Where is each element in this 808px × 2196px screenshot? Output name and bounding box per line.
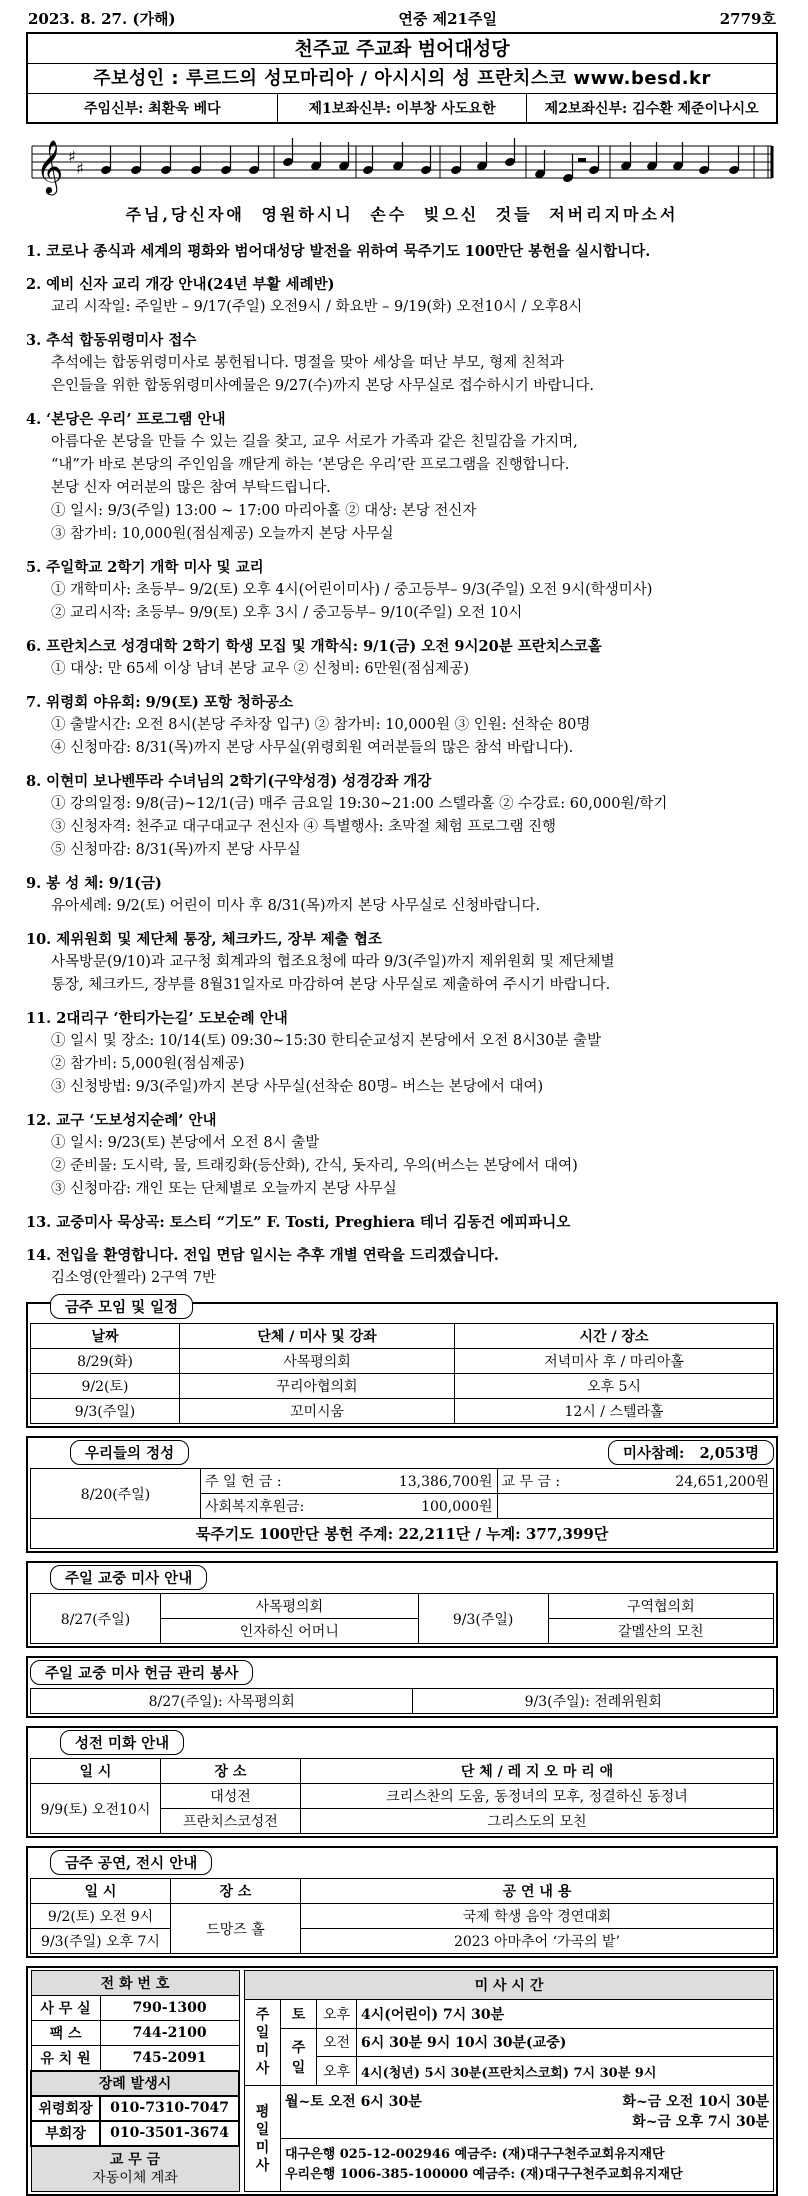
cell: 미사: [255, 2043, 270, 2078]
notice-item: [26, 408, 778, 546]
cell: 010-3501-3674: [100, 2121, 239, 2146]
notice-line: ③ 신청방법: 9/3(주일)까지 본당 사무실(선착순 80명– 버스는 본당에서 대여): [51, 1079, 544, 1095]
cell: 사 무 실: [31, 1996, 100, 2021]
cell: 구역협의회: [548, 1594, 773, 1619]
notice-line: ④ 신청마감: 8/31(목)까지 본당 사무실(위령회원 여러분들의 많은 참석 바랍니다).: [51, 740, 574, 756]
notice-line: 본당 신자 여러분의 많은 참여 부탁드립니다.: [51, 480, 331, 496]
cell: 미사: [255, 2139, 270, 2174]
notice-item: [26, 240, 778, 263]
cell: 드망즈 홀: [171, 1904, 301, 1954]
concert-section: [26, 1846, 778, 1958]
altar-section: [26, 1726, 778, 1838]
pastor: 주임신부: 최환욱 베다: [28, 94, 278, 122]
meetings-title: 금주 모임 및 일정: [50, 1294, 193, 1319]
mass-attendance-value: 2,053명: [699, 1445, 759, 1462]
cell: 790-1300: [100, 1996, 239, 2021]
cell: 사목평의회: [180, 1349, 455, 1374]
notice-item: [26, 1244, 778, 1290]
obligation-label: 교 무 금 :: [497, 1469, 617, 1494]
intentions-section: [26, 1561, 778, 1648]
parish-name: 천주교 주교좌 범어대성당: [28, 34, 776, 64]
cell: 국제 학생 음악 경연대회: [301, 1904, 774, 1929]
bank-title: 교 무 금: [109, 2151, 161, 2168]
notice-line: ① 일시 및 장소: 10/14(토) 09:30~15:30 한티순교성지 본당에서 오전 8시30분 출발: [51, 1033, 602, 1049]
bank-account: 대구은행 025-12-002946 예금주: (재)대구구천주교회유지재단: [285, 2147, 665, 2162]
cell: 저녁미사 후 / 마리아홀: [455, 1349, 774, 1374]
cell: 유 치 원: [31, 2046, 100, 2071]
week: 연중 제21주일: [398, 9, 497, 28]
notice-heading: 4. ‘본당은 우리’ 프로그램 안내: [26, 411, 226, 428]
notice-line: ③ 참가비: 10,000원(점심제공) 오늘까지 본당 사무실: [51, 526, 394, 542]
notice-line: ① 개학미사: 초등부– 9/2(토) 오후 4시(어린이미사) / 중고등부– 9/3(주일) 오전 9시(학생미사): [51, 582, 653, 598]
notice-heading: 12. 교구 ‘도보성지순례’ 안내: [26, 1112, 217, 1129]
notice-line: ① 일시: 9/3(주일) 13:00 ~ 17:00 마리아홀 ② 대상: 본당 전신자: [51, 503, 477, 519]
cell: 8/29(화): [31, 1349, 180, 1374]
header: [26, 6, 778, 30]
meetings-section: [26, 1299, 778, 1428]
offering-date: 8/20(주일): [31, 1469, 201, 1519]
notice-line: ③ 신청자격: 천주교 대구대교구 전신자 ④ 특별행사: 초막절 체험 프로그램 진행: [51, 819, 557, 835]
cell: 9/3(주일): [418, 1594, 548, 1644]
rosary-count: 묵주기도 100만단 봉헌 주계: 22,211단 / 누계: 377,399단: [31, 1519, 774, 1549]
svg-text:♯: ♯: [76, 159, 84, 178]
notice-heading: 8. 이현미 보나벤뚜라 수녀님의 2학기(구약성경) 성경강좌 개강: [26, 773, 432, 790]
notice-line: 통장, 체크카드, 장부를 8월31일자로 마감하여 본당 사무실로 제출하여 주시기 바랍니다.: [51, 977, 611, 993]
cell: 2023 아마추어 ‘가곡의 밭’: [301, 1929, 774, 1954]
notice-line: ① 강의일정: 9/8(금)~12/1(금) 매주 금요일 19:30~21:00 스텔라홀 ② 수강료: 60,000원/학기: [51, 796, 668, 812]
col-group: 단체 / 미사 및 강좌: [180, 1324, 455, 1349]
svg-text:♯: ♯: [68, 147, 76, 166]
issue-number: 2779호: [719, 9, 776, 28]
cell: 프란치스코성전: [161, 1809, 301, 1834]
notice-item: [26, 1109, 778, 1201]
table-row: [31, 1399, 774, 1424]
funeral-title: 장례 발생시: [31, 2071, 239, 2096]
cell: 일 시: [31, 1879, 171, 1904]
treble-clef-icon: 𝄞: [36, 139, 64, 193]
cell: 월~토 오전 6시 30분: [285, 2094, 422, 2111]
title-box: [26, 32, 778, 124]
table-row: [31, 1374, 774, 1399]
cell: 평일: [255, 2103, 270, 2138]
notice-line: ② 준비물: 도시락, 물, 트래킹화(등산화), 간식, 돗자리, 우의(버스는 본당에서 대여): [51, 1158, 578, 1174]
cell: 대성전: [161, 1784, 301, 1809]
cell: 오후: [317, 1999, 357, 2028]
obligation-value: 24,651,200원: [617, 1469, 774, 1494]
meetings-table: [30, 1323, 774, 1424]
notice-item: [26, 635, 778, 681]
notice-line: ② 참가비: 5,000원(점심제공): [51, 1056, 245, 1072]
sunday-label: 주 일 헌 금 :: [201, 1469, 341, 1494]
notice-heading: 13. 교중미사 묵상곡: 토스티 “기도” F. Tosti, Preghiera 테너 김동건 에피파니오: [26, 1214, 571, 1231]
notice-heading: 9. 봉 성 체: 9/1(금): [26, 875, 162, 892]
cell: 6시 30분 9시 10시 30분(교중): [357, 2028, 774, 2057]
notice-line: 유아세례: 9/2(토) 어린이 미사 후 8/31(목)까지 본당 사무실로 신청바랍니다.: [51, 898, 541, 914]
cell: 오후: [317, 2057, 357, 2086]
notice-heading: 3. 추석 합동위령미사 접수: [26, 332, 197, 349]
cell: 화~금 오전 10시 30분: [622, 2094, 769, 2111]
cell: 9/3(주일) 오후 7시: [31, 1929, 171, 1954]
cell: 오전: [317, 2028, 357, 2057]
cell: 갈멜산의 모친: [548, 1619, 773, 1644]
cell: 오후 5시: [455, 1374, 774, 1399]
notice-line: 추석에는 합동위령미사로 봉헌됩니다. 명절을 맞아 세상을 떠난 부모, 형제 친척과: [51, 355, 564, 371]
cell: 크리스찬의 도움, 동정녀의 모후, 정결하신 동정녀: [301, 1784, 774, 1809]
notice-line: 교리 시작일: 주일반 – 9/17(주일) 오전9시 / 화요반 – 9/19(화) 오전10시 / 오후8시: [51, 299, 583, 315]
cell: 4시(어린이) 7시 30분: [357, 1999, 774, 2028]
notice-item: [26, 691, 778, 760]
bank-account: 우리은행 1006-385-100000 예금주: (재)대구구천주교회유지재단: [285, 2167, 683, 2182]
cell: 주일: [281, 2028, 317, 2086]
notice-heading: 7. 위령회 야유회: 9/9(토) 포항 청하공소: [26, 694, 294, 711]
notice-line: ⑤ 신청마감: 8/31(목)까지 본당 사무실: [51, 842, 301, 858]
cell: 745-2091: [100, 2046, 239, 2071]
offering-title: 우리들의 정성: [70, 1440, 189, 1465]
bank-sub: 자동이체 계좌: [92, 2169, 178, 2186]
notice-line: “내”가 바로 본당의 주인임을 깨닫게 하는 ‘본당은 우리’란 프로그램을 진행합니다.: [51, 457, 570, 473]
cell: 인자하신 어머니: [161, 1619, 419, 1644]
cell: 9/9(토) 오전10시: [31, 1784, 161, 1834]
cell: 744-2100: [100, 2021, 239, 2046]
music-staff: [26, 132, 778, 200]
cell: 토: [281, 1999, 317, 2028]
phones-title: 전 화 번 호: [31, 1971, 239, 1996]
cell: 4시(청년) 5시 30분(프란치스코회) 7시 30분 9시: [357, 2057, 774, 2086]
cell: 주일: [255, 2007, 270, 2042]
psalm-refrain: 주님,당신자애 영원하시니 손수 빚으신 것들 저버리지마소서: [125, 205, 679, 224]
notice-heading: 10. 제위원회 및 제단체 통장, 체크카드, 장부 제출 협조: [26, 931, 382, 948]
notice-item: [26, 1007, 778, 1099]
patron-line: 주보성인 : 루르드의 성모마리아 / 아시시의 성 프란치스코 www.besd.kr: [28, 64, 776, 94]
cell: 공 연 내 용: [301, 1879, 774, 1904]
cell: 9/3(주일): [31, 1399, 180, 1424]
collection-section: [26, 1656, 778, 1718]
welfare-label: 사회복지후원금:: [201, 1494, 341, 1519]
cell: 사목평의회: [161, 1594, 419, 1619]
cell: 9/2(토) 오전 9시: [31, 1904, 171, 1929]
notice-heading: 6. 프란치스코 성경대학 2학기 학생 모집 및 개학식: 9/1(금) 오전 9시20분 프란치스코홀: [26, 638, 602, 655]
notice-item: [26, 770, 778, 862]
cell: 그리스도의 모친: [301, 1809, 774, 1834]
concert-title: 금주 공연, 전시 안내: [50, 1850, 212, 1875]
notice-line: ② 교리시작: 초등부– 9/9(토) 오후 3시 / 중고등부– 9/10(주일) 오전 10시: [51, 605, 523, 621]
notice-line: ① 대상: 만 65세 이상 남녀 본당 교우 ② 신청비: 6만원(점심제공): [51, 661, 469, 677]
cell: 부회장: [31, 2121, 100, 2146]
notice-heading: 1. 코로나 종식과 세계의 평화와 범어대성당 발전을 위하여 묵주기도 100만단 봉헌을 실시합니다.: [26, 243, 651, 260]
notice-item: [26, 1211, 778, 1234]
cell: 9/2(토): [31, 1374, 180, 1399]
cell: 화~금 오후 7시 30분: [632, 2114, 769, 2131]
cell: 위령회장: [31, 2096, 100, 2121]
notice-item: [26, 928, 778, 997]
notice-item: [26, 329, 778, 398]
notice-line: ① 출발시간: 오전 8시(본당 주차장 입구) ② 참가비: 10,000원 ③ 인원: 선착순 80명: [51, 717, 591, 733]
notice-item: [26, 872, 778, 918]
cell: 단 체 / 레 지 오 마 리 애: [301, 1759, 774, 1784]
intentions-title: 주일 교중 미사 안내: [50, 1565, 207, 1590]
collection-title: 주일 교중 미사 헌금 관리 봉사: [30, 1660, 253, 1685]
contact-section: [26, 1966, 778, 2196]
altar-title: 성전 미화 안내: [60, 1730, 184, 1755]
cell: 팩 스: [31, 2021, 100, 2046]
notice-heading: 2. 예비 신자 교리 개강 안내(24년 부활 세례반): [26, 276, 335, 293]
notice-heading: 5. 주일학교 2학기 개학 미사 및 교리: [26, 559, 264, 576]
notice-item: [26, 556, 778, 625]
notice-line: 김소영(안젤라) 2구역 7반: [51, 1270, 217, 1286]
notices: [26, 240, 778, 1290]
notice-heading: 11. 2대리구 ‘한티가는길’ 도보순례 안내: [26, 1010, 288, 1027]
cell: 장 소: [161, 1759, 301, 1784]
offering-section: [26, 1436, 778, 1553]
notice-line: 아름다운 본당을 만들 수 있는 길을 찾고, 교우 서로가 가족과 같은 친밀감을 가지며,: [51, 434, 578, 450]
notice-line: 은인들을 위한 합동위령미사예물은 9/27(수)까지 본당 사무실로 접수하시기 바랍니다.: [51, 378, 594, 394]
mass-attendance-label: 미사참례:: [623, 1445, 685, 1462]
sunday-value: 13,386,700원: [341, 1469, 498, 1494]
cell: 일 시: [31, 1759, 161, 1784]
cell: 12시 / 스텔라홀: [455, 1399, 774, 1424]
cell: 010-7310-7047: [100, 2096, 239, 2121]
cell: 8/27(주일): 사목평의회: [31, 1689, 413, 1714]
cell: 8/27(주일): [31, 1594, 161, 1644]
mass-attendance: [608, 1440, 774, 1465]
notice-line: ③ 신청마감: 개인 또는 단체별로 오늘까지 본당 사무실: [51, 1181, 397, 1197]
cell: 꼬미시움: [180, 1399, 455, 1424]
table-row: [31, 1349, 774, 1374]
notice-item: [26, 273, 778, 319]
col-time: 시간 / 장소: [455, 1324, 774, 1349]
welfare-value: 100,000원: [341, 1494, 498, 1519]
date: 2023. 8. 27. (가해): [28, 9, 176, 28]
assistant-1: 제1보좌신부: 이부창 사도요한: [278, 94, 528, 122]
col-date: 날짜: [31, 1324, 180, 1349]
mass-title: 미 사 시 간: [245, 1971, 774, 2000]
cell: 장 소: [171, 1879, 301, 1904]
notice-line: ① 일시: 9/23(토) 본당에서 오전 8시 출발: [51, 1135, 320, 1151]
notice-line: 사목방문(9/10)과 교구청 회계과의 협조요청에 따라 9/3(주일)까지 제위원회 및 제단체별: [51, 954, 615, 970]
assistant-2: 제2보좌신부: 김수환 제준이나시오: [544, 101, 759, 117]
cell: 꾸리아협의회: [180, 1374, 455, 1399]
cell: 9/3(주일): 전례위원회: [413, 1689, 774, 1714]
notice-heading: 14. 전입을 환영합니다. 전입 면담 일시는 추후 개별 연락을 드리겠습니다.: [26, 1247, 499, 1264]
